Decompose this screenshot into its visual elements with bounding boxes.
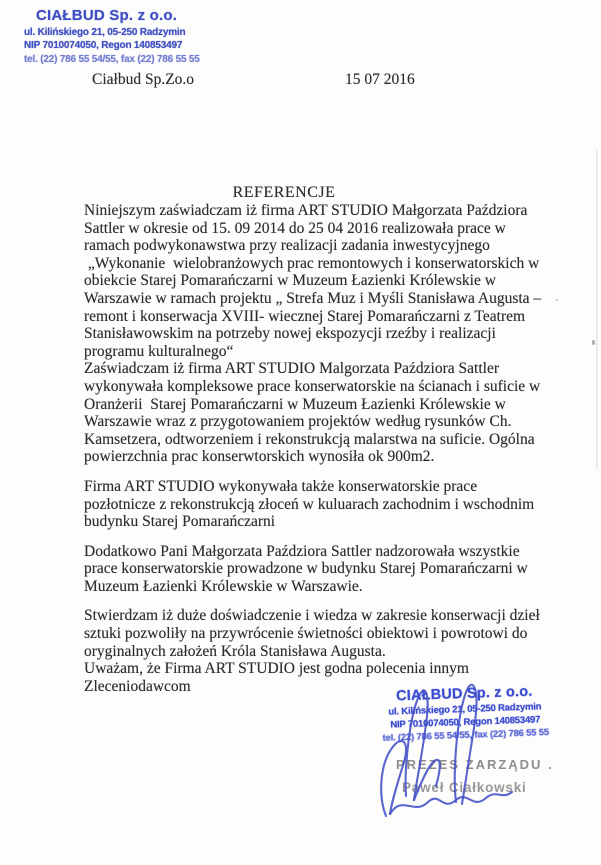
text-line: programu kulturalnego“ xyxy=(84,342,234,360)
text-line: Warszawie w ramach projektu „ Strefa Muz i Myśli Stanisława Augusta – xyxy=(84,289,542,307)
paragraph xyxy=(84,202,584,466)
stamp-company-name: CIAŁBUD Sp. z o.o. xyxy=(36,7,178,24)
body-text xyxy=(84,202,584,695)
stamp-address: ul. Kilińskiego 21, 05-250 Radzymin xyxy=(24,26,186,38)
text-line: Firma ART STUDIO wykonywała także konserwatorskie prace xyxy=(84,477,478,495)
text-line: prace konserwatorskie prowadzone w budynku Starej Pomarańczarni w xyxy=(84,560,528,578)
stamp-registration: NIP 7010074050, Regon 140853497 xyxy=(390,714,541,731)
text-line: Dodatkowo Pani Małgorzata Paździora Sattler nadzorowała wszystkie xyxy=(84,542,520,560)
text-line: Uważam, że Firma ART STUDIO jest godna polecenia innym xyxy=(84,660,469,678)
text-line: pozłotnicze z rekonstrukcją złoceń w kuluarach zachodnim i wschodnim xyxy=(84,495,535,513)
stamp-address: ul. Kilińskiego 21, 05-250 Radzymin xyxy=(388,701,542,718)
stamp-contact: tel. (22) 786 55 54/55, fax (22) 786 55 55 xyxy=(24,53,200,65)
letterhead-stamp xyxy=(24,7,202,65)
text-line: Sattler w okresie od 15. 09 2014 do 25 04 2016 realizowała prace w xyxy=(84,219,506,237)
sender-name: Ciałbud Sp.Zo.o xyxy=(92,71,195,88)
text-line: „Wykonanie wielobranżowych prac remontowych i konserwatorskich w xyxy=(84,254,540,272)
scan-speck xyxy=(592,340,595,345)
scan-speck xyxy=(556,299,558,301)
document-title: REFERENCJE xyxy=(232,184,336,201)
stamp-contact: tel. (22) 786 55 54/55, fax (22) 786 55 55 xyxy=(382,727,550,744)
stamp-company-name: CIAŁBUD Sp. z o.o. xyxy=(395,683,533,705)
text-line: Stanisławowskim na potrzeby nowej ekspozycji rzeźby i realizacji xyxy=(84,325,496,343)
scan-edge-line xyxy=(596,150,598,470)
text-line: Niniejszym zaświadczam iż firma ART STUDIO Małgorzata Paździora xyxy=(84,202,528,219)
text-line: Muzeum Łazienki Królewskie w Warszawie. xyxy=(84,577,363,595)
text-line: obiekcie Starej Pomarańczarni w Muzeum Łazienki Królewskie w xyxy=(84,272,496,290)
paragraph xyxy=(84,478,584,531)
text-line: Zaświadczam iż firma ART STUDIO Malgorzata Paździora Sattler xyxy=(84,360,499,378)
text-line: sztuki pozwoliły na przywrócenie świetności obiektowi i powrotowi do xyxy=(84,625,528,643)
text-line: remont i konserwacja XVIII- wiecznej Starej Pomarańczarni z Teatrem xyxy=(84,307,526,325)
document-date: 15 07 2016 xyxy=(345,71,415,88)
text-line: ramach podwykonawstwa przy realizacji zadania inwestycyjnego xyxy=(84,237,490,255)
text-line: powierzchnia prac konserwtorskich wynosiła ok 900m2. xyxy=(84,448,435,466)
text-line: budynku Starej Pomarańczarni xyxy=(84,513,276,531)
text-line: Oranżerii Starej Pomarańczarni w Muzeum Łazienki Królewskie w xyxy=(84,395,506,413)
text-line: Warszawie wraz z przygotowaniem projektów według rysunków Ch. xyxy=(84,413,512,431)
paragraph xyxy=(84,543,584,596)
text-line: oryginalnych założeń Króla Stanisława Augusta. xyxy=(84,642,386,660)
signature-name-stamp: Paweł Ciałkowski xyxy=(402,780,527,795)
handwritten-signature xyxy=(372,676,532,828)
text-line: Kamsetzera, odtworzeniem i rekonstrukcją malarstwa na suficie. Ogólna xyxy=(84,430,535,448)
text-line: wykonywała kompleksowe prace konserwatorskie na ścianach i suficie w xyxy=(84,377,541,395)
signature-role-stamp: PREZES ZARZĄDU . xyxy=(396,757,554,772)
text-line: Zleceniodawcom xyxy=(84,677,191,695)
text-line: Stwierdzam iż duże doświadczenie i wiedza w zakresie konserwacji dzieł xyxy=(84,607,540,625)
stamp-registration: NIP 7010074050, Regon 140853497 xyxy=(24,40,183,51)
